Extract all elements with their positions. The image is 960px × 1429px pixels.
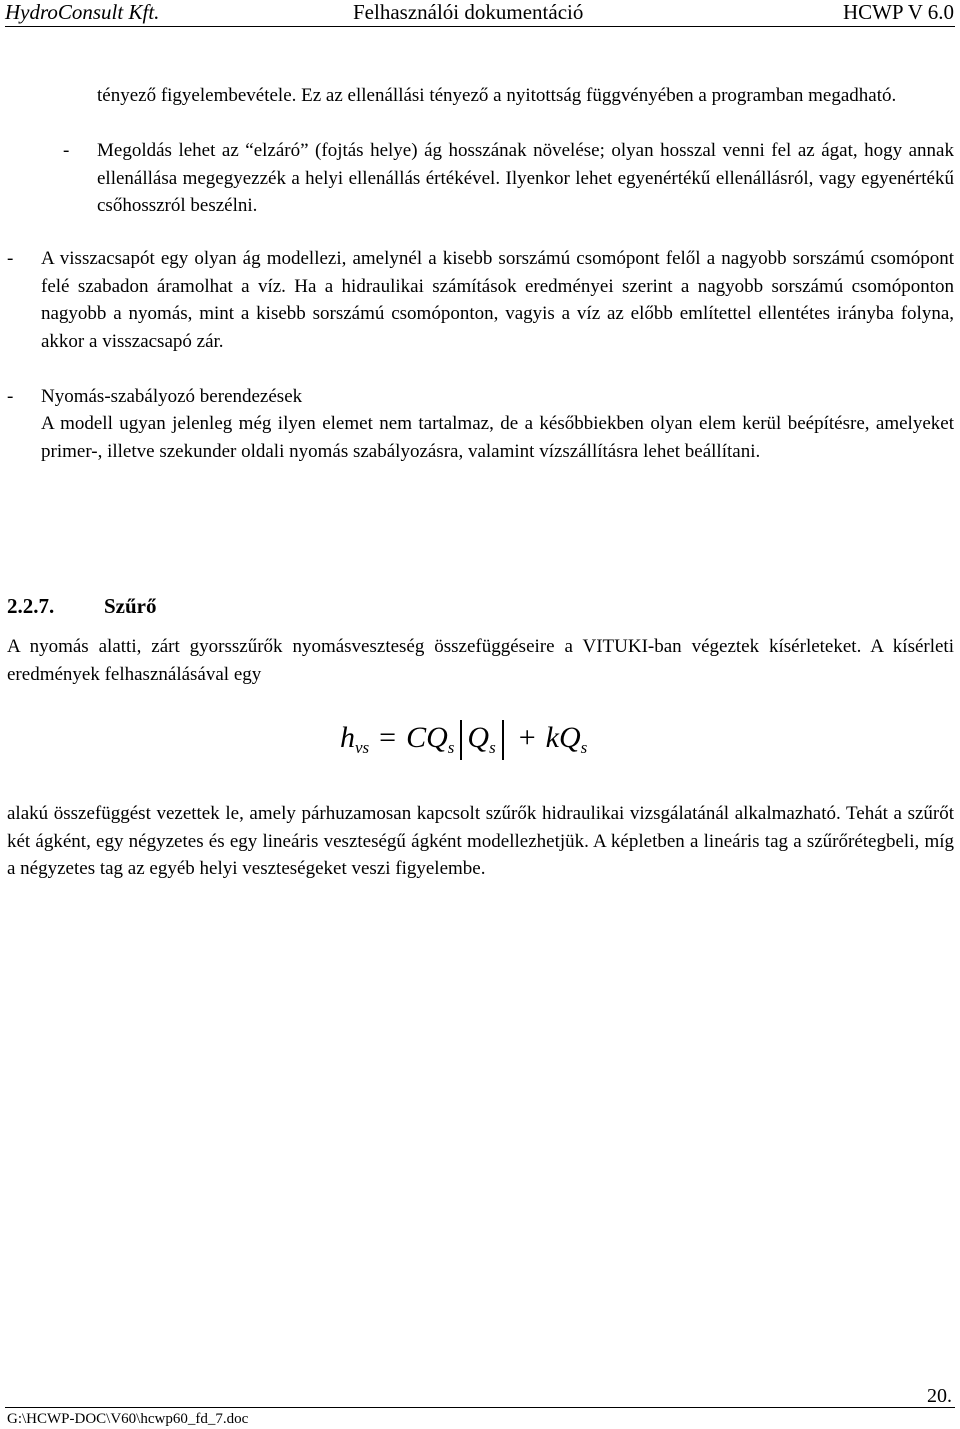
formula-plus: + bbox=[518, 721, 536, 754]
formula-linear-term: kQ bbox=[545, 721, 581, 754]
formula-lhs: h bbox=[340, 721, 355, 754]
formula-subscript: s bbox=[580, 738, 588, 757]
head-loss-formula bbox=[340, 718, 587, 768]
bullet-dash: - bbox=[63, 140, 70, 161]
abs-bar-left bbox=[460, 720, 462, 760]
formula-quadratic-term: CQ bbox=[406, 721, 448, 754]
section-number: 2.2.7. bbox=[7, 594, 55, 618]
footer-file-path: G:\HCWP-DOC\V60\hcwp60_fd_7.doc bbox=[7, 1411, 249, 1427]
bullet-dash: - bbox=[7, 386, 14, 407]
header-title: Felhasználói dokumentáció bbox=[353, 0, 584, 24]
paragraph-closing-branch: Megoldás lehet az “elzáró” (fojtás helye) ág hosszának növelése; olyan hosszal venni fel az ágat, hogy annak ellenállása megegyezzék a helyi ellenállás értékével. Ilyenkor lehet egyenértékű ellenállásról, vagy egyenértékű csőhosszról beszélni. bbox=[97, 140, 954, 216]
header-version: HCWP V 6.0 bbox=[842, 0, 954, 24]
section-title: Szűrő bbox=[104, 594, 157, 618]
formula-subscript: s bbox=[447, 738, 455, 757]
bullet-dash: - bbox=[7, 248, 14, 269]
formula-lhs-subscript: vs bbox=[355, 738, 370, 757]
pressure-regulator-title: Nyomás-szabályozó berendezések bbox=[41, 386, 303, 407]
header-rule bbox=[5, 26, 955, 27]
section-heading bbox=[7, 591, 157, 621]
formula-subscript: s bbox=[489, 738, 496, 757]
footer-rule bbox=[5, 1407, 955, 1408]
paragraph-pressure-regulator: A modell ugyan jelenleg még ilyen elemet nem tartalmaz, de a későbbiekben olyan elem kerül beépítésre, amelyeket primer-, illetve szekunder oldali nyomás szabályozásra, valamint vízszállításra lehet beállítani. bbox=[41, 413, 954, 462]
paragraph-check-valve: A visszacsapót egy olyan ág modellezi, amelynél a kisebb sorszámú csomópont felől a nagyobb sorszámú csomópont felé szabadon áramolhat a víz. Ha a hidraulikai számítások eredményei szerint a nagyobb sorszámú csomóponton nagyobb a nyomás, mint a kisebb sorszámú csomóponton, vagyis a víz az előbb említettel ellentétes irányba folyna, akkor a visszacsapó zár. bbox=[41, 248, 954, 352]
formula-equals: = bbox=[379, 721, 397, 754]
page-number: 20. bbox=[927, 1385, 952, 1407]
abs-bar-right bbox=[502, 720, 504, 760]
paragraph-filter-intro: A nyomás alatti, zárt gyorsszűrők nyomásveszteség összefüggéseire a VITUKI-ban végeztek kísérleteket. A kísérleti eredmények felhasználásával egy bbox=[7, 636, 954, 685]
page-header bbox=[0, 0, 960, 24]
header-company: HydroConsult Kft. bbox=[5, 0, 160, 24]
formula-abs-q: Q bbox=[467, 721, 490, 754]
paragraph-filter-explanation: alakú összefüggést vezettek le, amely párhuzamosan kapcsolt szűrők hidraulikai vizsgálatánál alkalmazható. Tehát a szűrőt két ágként, egy négyzetes és egy lineáris veszteségű ágként modellezhetjük. A képletben a lineáris tag a szűrőrétegbeli, míg a négyzetes tag az egyéb helyi veszteségeket veszi figyelembe. bbox=[7, 803, 954, 879]
paragraph-resistance-factor: tényező figyelembevétele. Ez az ellenállási tényező a nyitottság függvényében a programban megadható. bbox=[97, 85, 897, 106]
